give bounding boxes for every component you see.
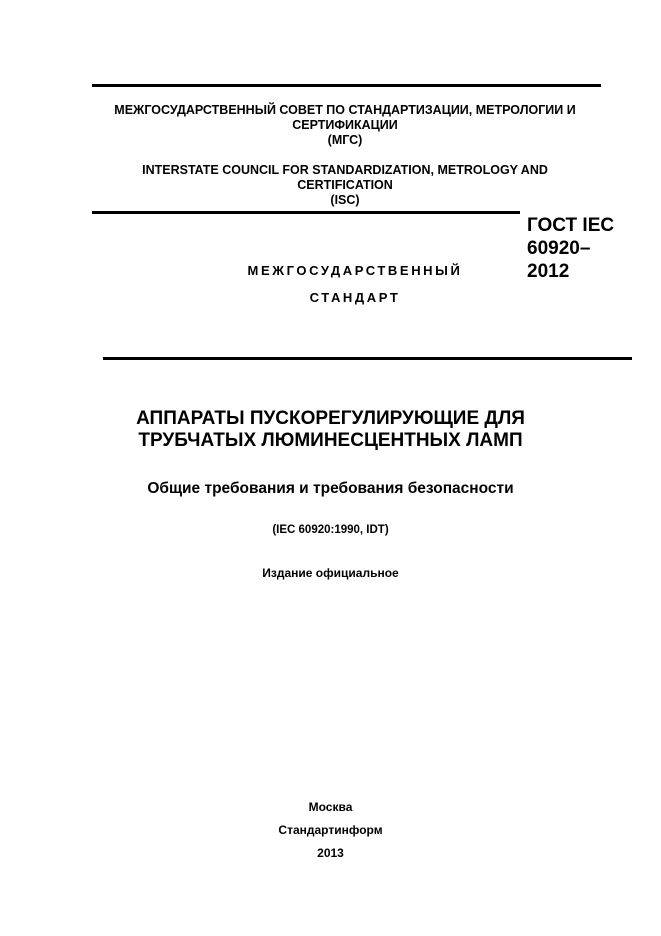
standard-type-line1: МЕЖГОСУДАРСТВЕННЫЙ (247, 263, 463, 278)
middle-rule (92, 211, 520, 214)
document-subtitle: Общие требования и требования безопасности (147, 480, 514, 497)
imprint-year: 2013 (317, 846, 344, 860)
council-en (80, 163, 610, 208)
title-line1: АППАРАТЫ ПУСКОРЕГУЛИРУЮЩИЕ ДЛЯ (136, 408, 525, 429)
designation-line2: 60920– (527, 238, 591, 259)
council-ru-abbr: (МГС) (327, 133, 363, 147)
council-en-abbr: (ISC) (330, 193, 360, 207)
designation-line1: ГОСТ IEC (527, 215, 615, 236)
top-rule (92, 84, 601, 87)
document-title (0, 408, 661, 452)
imprint (0, 796, 661, 865)
standard-type (220, 257, 490, 311)
council-en-line2: CERTIFICATION (297, 178, 393, 192)
designation-line3: 2012 (527, 261, 570, 282)
title-line2: ТРУБЧАТЫХ ЛЮМИНЕСЦЕНТНЫХ ЛАМП (138, 430, 523, 451)
imprint-publisher: Стандартинформ (278, 823, 383, 837)
standard-type-line2: СТАНДАРТ (309, 290, 401, 305)
council-ru (80, 103, 610, 148)
council-en-line1: INTERSTATE COUNCIL FOR STANDARDIZATION, METROLOGY AND (142, 163, 548, 177)
standard-designation (527, 214, 614, 283)
bottom-rule (103, 357, 632, 360)
imprint-city: Москва (308, 800, 353, 814)
council-ru-line1: МЕЖГОСУДАРСТВЕННЫЙ СОВЕТ ПО СТАНДАРТИЗАЦИИ, МЕТРОЛОГИИ И (114, 103, 576, 117)
iec-reference: (IEC 60920:1990, IDT) (272, 524, 389, 536)
council-ru-line2: СЕРТИФИКАЦИИ (292, 118, 398, 132)
edition-label: Издание официальное (262, 566, 399, 580)
